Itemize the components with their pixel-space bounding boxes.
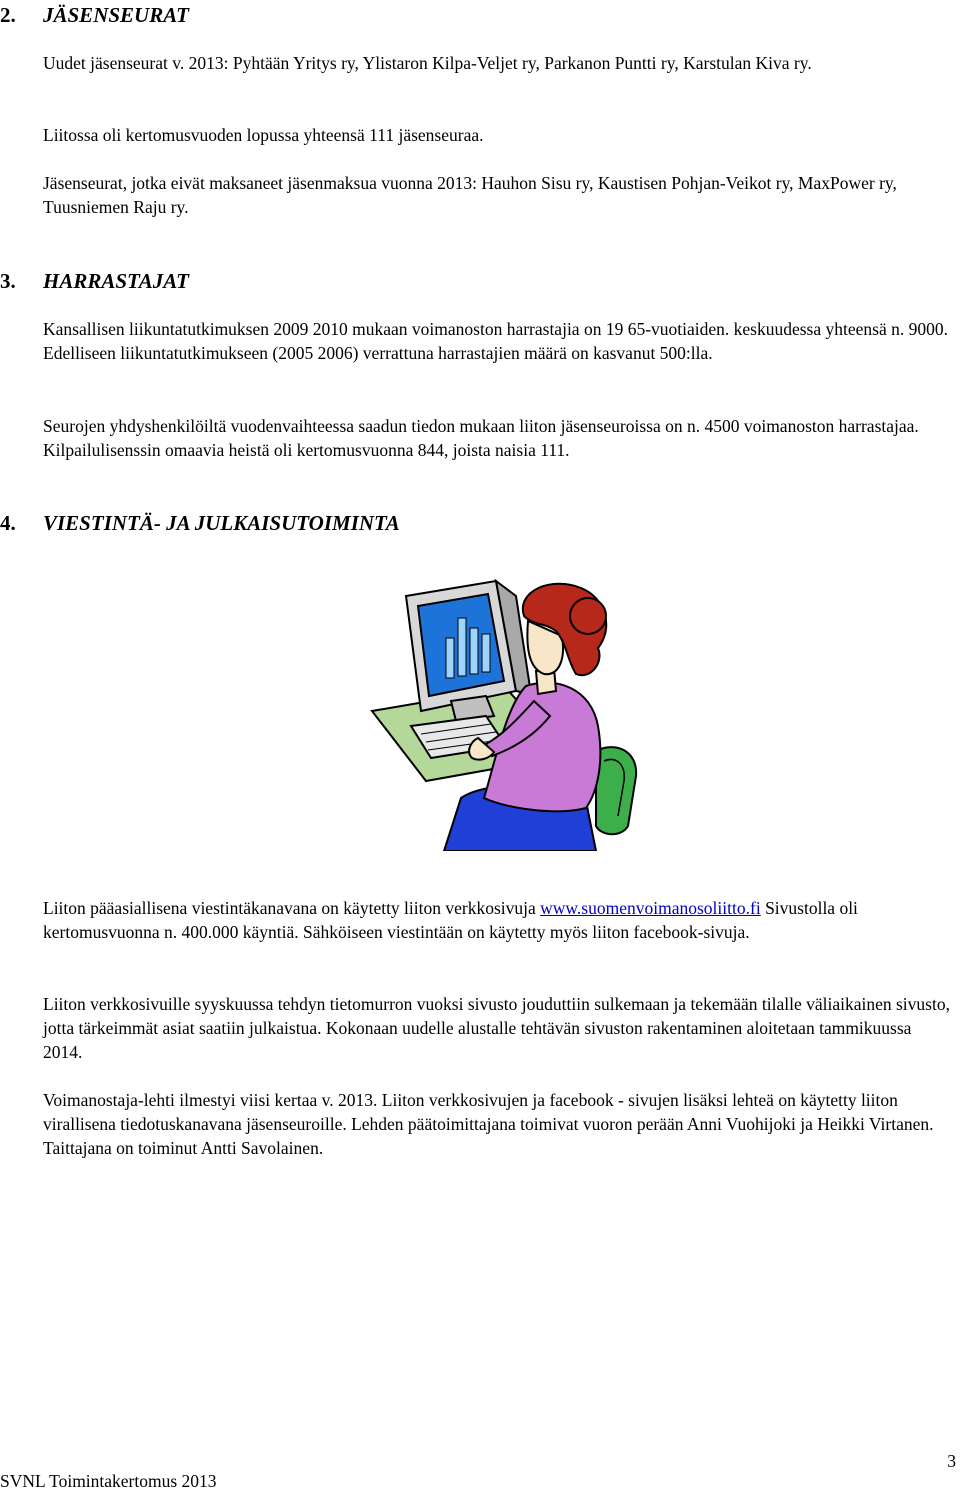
section-title: JÄSENSEURAT xyxy=(43,3,189,27)
magazine-paragraph: Voimanostaja-lehti ilmestyi viisi kertaa v. 2013. Liiton verkkosivujen ja facebook - sivujen lisäksi lehteä on käytetty liiton virallisena tiedotuskanavana jäsenseuroille. Lehden päätoimittajana toimivat vuoron perään Anni Vuohijoki ja Heikki Virtanen. Taittajana on toiminut Antti Savolainen. xyxy=(43,1090,934,1158)
footer-text: SVNL Toimintakertomus 2013 xyxy=(0,1471,217,1491)
main-channel-text-after: Sivustolla oli kertomusvuonna n. 400.000 käyntiä. Sähköiseen viestintään on käytetty myös liiton facebook-sivuja. xyxy=(43,898,858,942)
member-count-paragraph: Liitossa oli kertomusvuoden lopussa yhteensä 111 jäsenseuraa. xyxy=(43,125,484,145)
section-heading-3 xyxy=(0,268,189,294)
section-heading-2 xyxy=(0,2,189,28)
page-number: 3 xyxy=(947,1451,956,1471)
new-member-clubs-paragraph: Uudet jäsenseurat v. 2013: Pyhtään Yritys ry, Ylistaron Kilpa-Veljet ry, Parkanon Puntti ry, Karstulan Kiva ry. xyxy=(43,53,812,73)
section-number: 4. xyxy=(0,511,16,535)
survey-paragraph: Kansallisen liikuntatutkimuksen 2009 2010 mukaan voimanoston harrastajia on 19 65-vuotiaiden. keskuudessa yhteensä n. 9000. Edelliseen liikuntatutkimukseen (2005 2006) verrattuna harrastajien määrä on kasvanut 500:lla. xyxy=(43,319,948,363)
woman-at-computer-icon xyxy=(366,576,666,851)
main-channel-paragraph xyxy=(43,896,955,944)
section-title: HARRASTAJAT xyxy=(43,269,189,293)
section-title: VIESTINTÄ- JA JULKAISUTOIMINTA xyxy=(43,511,400,535)
website-link[interactable]: www.suomenvoimanosoliitto.fi xyxy=(540,898,761,918)
website-breach-paragraph: Liiton verkkosivuille syyskuussa tehdyn tietomurron vuoksi sivusto jouduttiin sulkemaan ja tekemään tilalle väliaikainen sivusto, jotta tärkeimmät asiat saatiin julkaistua. Kokonaan uudelle alustalle tehtävän sivuston rakentaminen aloitetaan tammikuussa 2014. xyxy=(43,994,950,1062)
main-channel-text: Liiton pääasiallisena viestintäkanavana on käytetty liiton verkkosivuja xyxy=(43,898,541,918)
unpaid-clubs-paragraph: Jäsenseurat, jotka eivät maksaneet jäsenmaksua vuonna 2013: Hauhon Sisu ry, Kaustisen Pohjan-Veikot ry, MaxPower ry, Tuusniemen Raju ry. xyxy=(43,173,897,217)
section-heading-4 xyxy=(0,510,400,536)
club-practitioners-paragraph: Seurojen yhdyshenkilöiltä vuodenvaihteessa saadun tiedon mukaan liiton jäsenseuroissa on n. 4500 voimanoston harrastajaa. Kilpailulisenssin omaavia heistä oli kertomusvuonna 844, joista naisia 111. xyxy=(43,416,919,460)
section-number: 3. xyxy=(0,269,16,293)
section-number: 2. xyxy=(0,3,16,27)
